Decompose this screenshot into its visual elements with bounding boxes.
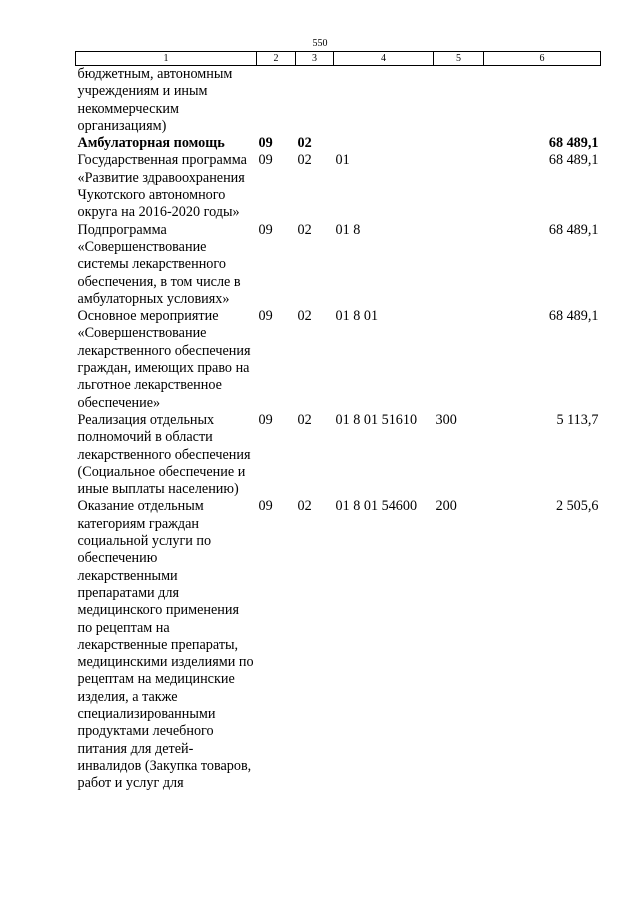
- table-body: [76, 66, 601, 793]
- column-header-2: 2: [257, 52, 296, 66]
- row-name-cell: Реализация отдельных полномочий в области лекарственного обеспечения (Социальное обеспечение и иные выплаты населению): [77, 411, 251, 498]
- target-article-code-cell: 01 8 01: [335, 308, 379, 325]
- table-row: [76, 135, 601, 152]
- table-row: [76, 412, 601, 498]
- expense-type-code-cell: [434, 308, 484, 412]
- row-name-cell: Подпрограмма «Совершенствование системы лекарственного обеспечения, в том числе в амбулаторных условиях»: [77, 221, 241, 307]
- column-header-1: 1: [76, 52, 257, 66]
- expense-type-code-cell: [434, 222, 484, 308]
- row-name-cell: Основное мероприятие «Совершенствование лекарственного обеспечения граждан, имеющих право на льготное лекарственное обеспечение»: [77, 308, 251, 411]
- subsection-code-cell: 02: [297, 498, 312, 515]
- target-article-code-cell: 01 8 01 54600: [335, 498, 418, 515]
- amount-cell: 2 505,6: [555, 498, 599, 515]
- section-code-cell: 09: [258, 411, 273, 428]
- section-code-cell: [257, 66, 296, 136]
- subsection-code-cell: 02: [297, 411, 312, 428]
- amount-cell: 68 489,1: [548, 135, 599, 152]
- section-code-cell: 09: [258, 221, 273, 238]
- table-row: [76, 498, 601, 792]
- amount-cell: [484, 66, 601, 136]
- expense-type-code-cell: [434, 66, 484, 136]
- amount-cell: 5 113,7: [556, 411, 599, 428]
- table-row: [76, 308, 601, 412]
- section-code-cell: 09: [258, 498, 273, 515]
- budget-table: [75, 51, 601, 792]
- section-code-cell: 09: [258, 135, 273, 152]
- row-name-cell: Государственная программа «Развитие здравоохранения Чукотского автономного округа на 2016-2020 годы»: [77, 152, 247, 221]
- section-code-cell: 09: [258, 308, 273, 325]
- target-article-code-cell: 01: [335, 152, 350, 169]
- target-article-code-cell: [334, 135, 434, 152]
- section-code-cell: 09: [258, 152, 273, 169]
- column-header-3: 3: [296, 52, 334, 66]
- column-header-4: 4: [334, 52, 434, 66]
- table-row: [76, 66, 601, 136]
- subsection-code-cell: 02: [297, 221, 312, 238]
- expense-type-code-cell: 200: [435, 498, 457, 515]
- expense-type-code-cell: [434, 135, 484, 152]
- target-article-code-cell: 01 8: [335, 221, 361, 238]
- column-header-5: 5: [434, 52, 484, 66]
- subsection-code-cell: 02: [297, 135, 312, 152]
- amount-cell: 68 489,1: [548, 221, 599, 238]
- table-row: [76, 152, 601, 221]
- target-article-code-cell: 01 8 01 51610: [335, 411, 418, 428]
- target-article-code-cell: [334, 66, 434, 136]
- column-header-6: 6: [484, 52, 601, 66]
- row-name-cell: Оказание отдельным категориям граждан социальной услуги по обеспечению лекарственными препаратами для медицинского применения по рецептам на лекарственные препараты, медицинскими изделиями по рецептам на медицинские изделия, а также специализированными продуктами лечебного питания для детей-инвалидов (Закупка товаров, работ и услуг для: [77, 498, 254, 792]
- expense-type-code-cell: [434, 152, 484, 221]
- subsection-code-cell: [296, 66, 334, 136]
- row-name-cell: Амбулаторная помощь: [77, 135, 225, 152]
- row-name-cell: бюджетным, автономным учреждениям и иным некоммерческим организациям): [77, 66, 233, 134]
- table-row: [76, 222, 601, 308]
- amount-cell: 68 489,1: [548, 308, 599, 325]
- subsection-code-cell: 02: [297, 308, 312, 325]
- subsection-code-cell: 02: [297, 152, 312, 169]
- amount-cell: 68 489,1: [548, 152, 599, 169]
- column-number-header-row: [76, 52, 601, 66]
- expense-type-code-cell: 300: [435, 411, 457, 428]
- page-number: 550: [312, 38, 328, 49]
